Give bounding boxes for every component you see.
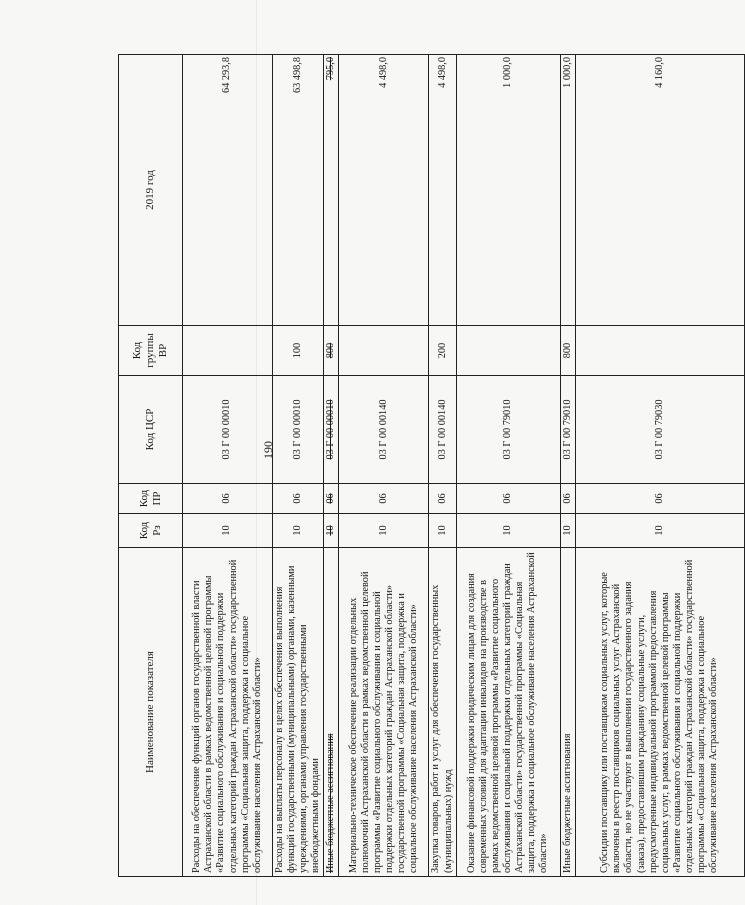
row-sum: 4 498,0 — [339, 55, 429, 326]
row-csr: 03 Г 00 79010 — [456, 376, 560, 484]
row-rz: 10 — [183, 514, 273, 548]
table-row — [324, 55, 339, 877]
row-rz: 10 — [339, 514, 429, 548]
table-row — [183, 55, 273, 877]
row-csr: 03 Г 00 79030 — [575, 376, 744, 484]
row-pr: 06 — [273, 484, 324, 514]
row-csr: 03 Г 00 00140 — [429, 376, 456, 484]
row-rz: 10 — [273, 514, 324, 548]
row-name: Расходы на выплаты персоналу в целях обеспечения выполнения функций государственными (муниципальными) органами, казенными учреждениями, органами управления государственными внебюджетными фондами — [273, 548, 324, 877]
row-sum: 4 160,0 — [575, 55, 744, 326]
row-pr: 06 — [339, 484, 429, 514]
row-pr: 06 — [429, 484, 456, 514]
header-pr: Код ПР — [119, 484, 183, 514]
row-pr: 06 — [560, 484, 575, 514]
row-csr: 03 Г 00 00010 — [183, 376, 273, 484]
table-row — [429, 55, 456, 877]
table-row — [456, 55, 560, 877]
table-row — [339, 55, 429, 877]
row-rz: 10 — [429, 514, 456, 548]
row-name: Субсидии поставщику или поставщикам социальных услуг, которые включены в реестр поставщиков социальных услуг Астраханской области, но не участвуют в выполнении государственного задания (заказа), предоставившим гражданину социальные услуги, предусмотренные индивидуальной программой предоставления социальных услуг, в рамках ведомственной целевой программы «Развитие социального обслуживания и социальной поддержки отдельных категорий граждан Астраханской области» государственной программы «Социальная защита, поддержка и социальное обслуживание населения Астраханской области» — [575, 548, 744, 877]
row-name: Расходы на обеспечение функций органов государственной власти Астраханской области в рамках ведомственной целевой программы «Развитие социального обслуживания и социальной поддержки отдельных категорий граждан Астраханской области» государственной программы «Социальная защита, поддержка и социальное обслуживание населения Астраханской области» — [183, 548, 273, 877]
row-name: Материально-техническое обеспечение реализации отдельных полномочий Астраханской области в рамках ведомственной целевой программы «Развитие социального обслуживания и социальной поддержки отдельных категорий граждан Астраханской области» государственной программы «Социальная защита, поддержка и социальное обслуживание населения Астраханской области» — [339, 548, 429, 877]
row-sum: 795,0 — [324, 55, 339, 326]
header-name: Наименование показателя — [119, 548, 183, 877]
row-vr: 800 — [324, 326, 339, 376]
row-rz: 10 — [324, 514, 339, 548]
row-csr: 03 Г 00 79010 — [560, 376, 575, 484]
row-vr: 200 — [429, 326, 456, 376]
header-vr: Код группы ВР — [119, 326, 183, 376]
row-name: Оказание финансовой поддержки юридическим лицам для создания современных условий для адаптации инвалидов на производстве в рамках ведомственной целевой программы «Развитие социального обслуживания и социальной поддержки отдельных категорий граждан Астраханской области» государственной программы «Социальная защита, поддержка и социальное обслуживание населения Астраханской области» — [456, 548, 560, 877]
header-rz: Код Рз — [119, 514, 183, 548]
row-vr — [456, 326, 560, 376]
row-pr: 06 — [324, 484, 339, 514]
row-name: Иные бюджетные ассигнования — [560, 548, 575, 877]
row-vr — [183, 326, 273, 376]
row-rz: 10 — [560, 514, 575, 548]
page-number: 190 — [261, 441, 275, 459]
row-pr: 06 — [575, 484, 744, 514]
row-csr: 03 Г 00 00010 — [273, 376, 324, 484]
row-vr — [339, 326, 429, 376]
row-sum: 63 498,8 — [273, 55, 324, 326]
header-csr: Код ЦСР — [119, 376, 183, 484]
header-year: 2019 год — [119, 55, 183, 326]
row-csr: 03 Г 00 00010 — [324, 376, 339, 484]
row-rz: 10 — [575, 514, 744, 548]
row-vr — [575, 326, 744, 376]
rotated-table-wrapper — [118, 55, 720, 877]
row-vr: 800 — [560, 326, 575, 376]
row-pr: 06 — [183, 484, 273, 514]
row-sum: 4 498,0 — [429, 55, 456, 326]
budget-table — [118, 54, 745, 877]
row-sum: 1 000,0 — [456, 55, 560, 326]
table-row — [273, 55, 324, 877]
row-sum: 1 000,0 — [560, 55, 575, 326]
row-csr: 03 Г 00 00140 — [339, 376, 429, 484]
row-sum: 64 293,8 — [183, 55, 273, 326]
row-pr: 06 — [456, 484, 560, 514]
row-name: Иные бюджетные ассигнования — [324, 548, 339, 877]
table-header-row — [119, 55, 183, 877]
row-name: Закупка товаров, работ и услуг для обеспечения государственных (муниципальных) нужд — [429, 548, 456, 877]
table-row — [560, 55, 575, 877]
table-row — [575, 55, 744, 877]
row-vr: 100 — [273, 326, 324, 376]
row-rz: 10 — [456, 514, 560, 548]
